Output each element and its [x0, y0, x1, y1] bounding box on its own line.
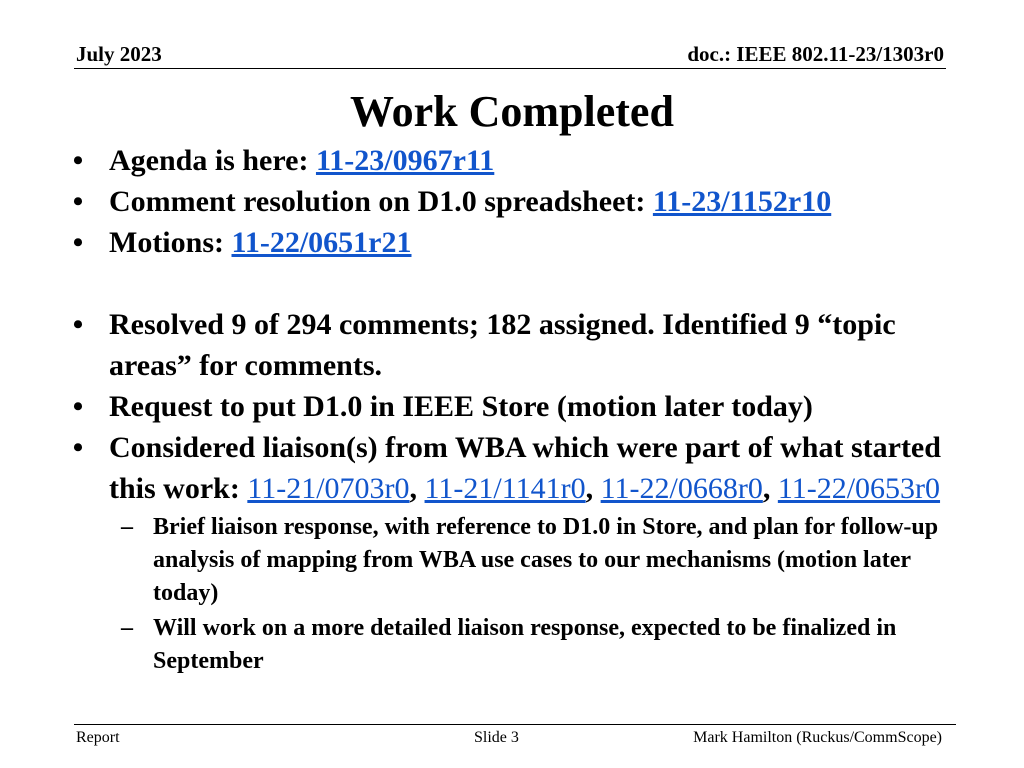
- sub-bullet-text: Will work on a more detailed liaison response, expected to be finalized in September: [153, 615, 897, 674]
- liaison-link-2[interactable]: 11-21/1141r0: [424, 472, 586, 505]
- slide-title: Work Completed: [350, 87, 674, 136]
- bullet-text: Resolved 9 of 294 comments; 182 assigned. Identified 9 “topic areas” for comments.: [109, 308, 896, 382]
- liaison-link-3[interactable]: 11-22/0668r0: [600, 472, 763, 505]
- slide-body: [68, 140, 968, 678]
- header-divider: [74, 68, 946, 69]
- sub-bullet-dash: –: [121, 514, 133, 540]
- slide-number: Slide 3: [474, 729, 519, 746]
- sub-bullet-text: Brief liaison response, with reference to D1.0 in Store, and plan for follow-up analysis of mapping from WBA use cases to our mechanisms (motion later today): [153, 514, 939, 606]
- liaison-link-1[interactable]: 11-21/0703r0: [247, 472, 410, 505]
- bullet-text: Request to put D1.0 in IEEE Store (motion later today): [109, 390, 813, 423]
- bullet-text: Motions:: [109, 226, 232, 259]
- agenda-link[interactable]: 11-23/0967r11: [315, 144, 495, 177]
- header-date: July 2023: [76, 42, 162, 66]
- bullet-dot: •: [72, 144, 84, 177]
- footer-author: Mark Hamilton (Ruckus/CommScope): [693, 729, 942, 746]
- footer-report-label: Report: [76, 729, 120, 746]
- link-separator: ,: [409, 472, 425, 505]
- bullet-dot: •: [72, 390, 84, 423]
- spacer: [68, 263, 968, 304]
- sub-bullet-brief-response: [68, 511, 968, 610]
- spreadsheet-link[interactable]: 11-23/1152r10: [652, 185, 832, 218]
- bullet-text: Agenda is here:: [109, 144, 316, 177]
- motions-link[interactable]: 11-22/0651r21: [231, 226, 412, 259]
- bullet-text: Comment resolution on D1.0 spreadsheet:: [109, 185, 653, 218]
- bullet-comment-resolution: [68, 181, 968, 222]
- bullet-liaison: [68, 427, 968, 509]
- bullet-dot: •: [72, 185, 84, 218]
- bullet-ieee-store: [68, 386, 968, 427]
- header-doc-id: doc.: IEEE 802.11-23/1303r0: [687, 42, 944, 66]
- bullet-dot: •: [72, 431, 84, 464]
- link-separator: ,: [585, 472, 601, 505]
- sub-bullet-dash: –: [121, 615, 133, 641]
- bullet-dot: •: [72, 226, 84, 259]
- bullet-agenda: [68, 140, 968, 181]
- liaison-link-4[interactable]: 11-22/0653r0: [777, 472, 941, 505]
- link-separator: ,: [762, 472, 778, 505]
- bullet-resolved: [68, 304, 968, 386]
- bullet-text: Considered liaison(s) from WBA which were part of what started this work:: [109, 431, 941, 505]
- sub-bullet-detailed-response: [68, 612, 968, 678]
- footer-divider: [74, 724, 956, 725]
- bullet-dot: •: [72, 308, 84, 341]
- bullet-motions: [68, 222, 968, 263]
